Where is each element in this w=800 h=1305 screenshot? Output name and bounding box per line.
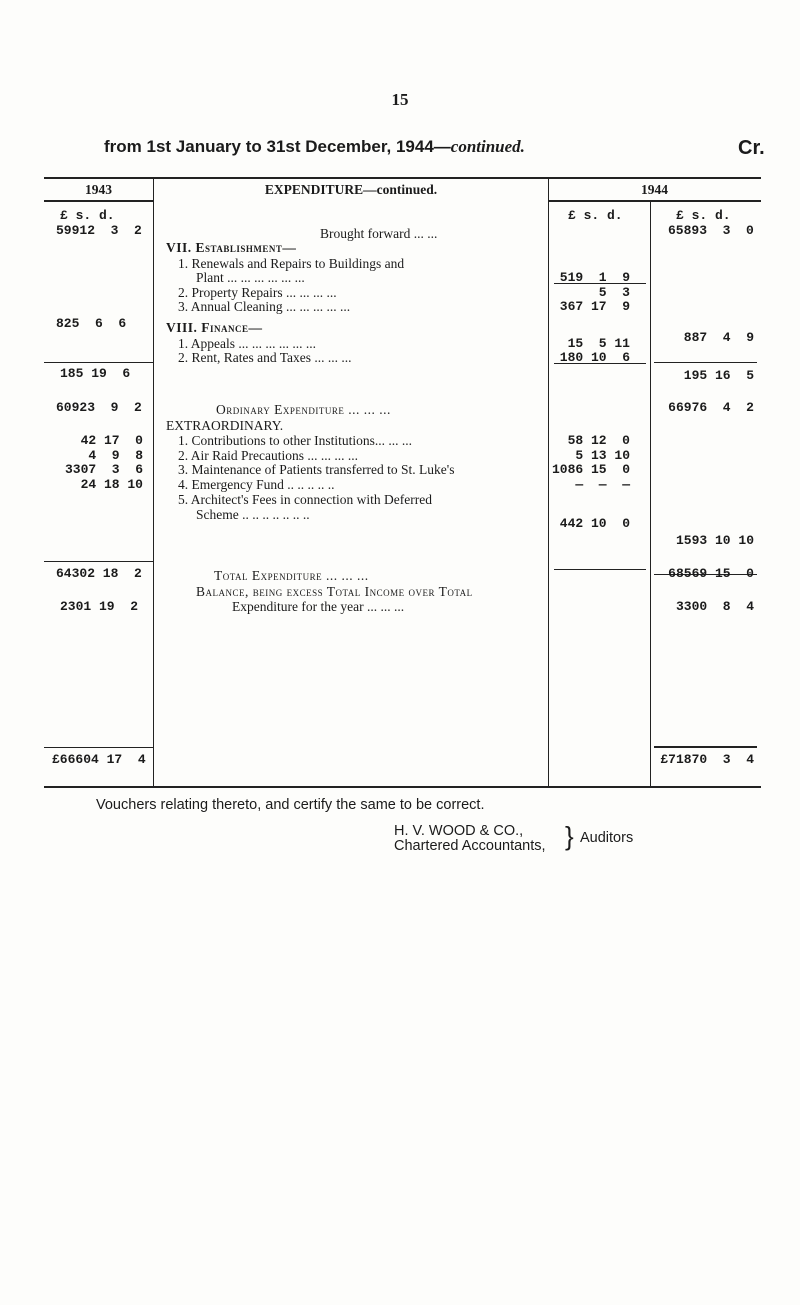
establishment-item-2: 2. Property Repairs ... ... ... ... bbox=[178, 285, 337, 300]
finance-amount-1: 15 5 11 bbox=[567, 336, 630, 351]
auditor-role: Chartered Accountants, bbox=[394, 838, 546, 854]
table-top-rule bbox=[44, 177, 761, 179]
establishment-title: VII. Establishment— bbox=[166, 240, 297, 255]
rule-prev-ordinary-top bbox=[44, 362, 153, 363]
extraordinary-amount-3: 1086 15 0 bbox=[551, 462, 630, 477]
extraordinary-item-2: 2. Air Raid Precautions ... ... ... ... bbox=[178, 448, 358, 463]
table-bottom-rule bbox=[44, 786, 761, 788]
extraordinary-item-4: 4. Emergency Fund .. .. .. .. .. bbox=[178, 477, 335, 492]
prev-brought-forward: 59912 3 2 bbox=[56, 223, 142, 238]
establishment-item-1a: 1. Renewals and Repairs to Buildings and bbox=[178, 256, 405, 271]
label-total-expenditure: Total Expenditure ... ... ... bbox=[214, 568, 369, 583]
rule-prev-grand bbox=[44, 747, 153, 748]
prev-extra-1: 42 17 0 bbox=[80, 433, 143, 448]
rule-prev-ordinary bbox=[44, 561, 153, 562]
extraordinary-amount-1: 58 12 0 bbox=[567, 433, 630, 448]
finance-amount-2: 180 10 6 bbox=[559, 350, 630, 365]
header-bottom-rule-prev bbox=[44, 200, 153, 202]
finance-item-2: 2. Rent, Rates and Taxes ... ... ... bbox=[178, 350, 352, 365]
page-heading bbox=[104, 137, 525, 157]
extraordinary-item-3: 3. Maintenance of Patients transferred to St. Luke's bbox=[178, 462, 455, 477]
extraordinary-amount-5: 442 10 0 bbox=[559, 516, 630, 531]
finance-title: VIII. Finance— bbox=[166, 320, 263, 335]
heading-main: from 1st January to 31st December, 1944 bbox=[104, 137, 434, 156]
extraordinary-amount-4: — — — bbox=[575, 477, 630, 492]
page-number: 15 bbox=[391, 90, 409, 109]
divider-prev bbox=[153, 178, 154, 786]
brace-symbol: } bbox=[565, 821, 574, 851]
extraordinary-item-5a: 5. Architect's Fees in connection with Deferred bbox=[178, 492, 432, 507]
heading-continued: continued. bbox=[450, 137, 525, 156]
extraordinary-item-5b: Scheme .. .. .. .. .. .. .. bbox=[196, 507, 310, 522]
lsd-header-prev: £ s. d. bbox=[60, 208, 115, 223]
header-bottom-rule-curr bbox=[548, 200, 761, 202]
lsd-header-amount: £ s. d. bbox=[568, 208, 623, 223]
establishment-amount-2: 5 3 bbox=[598, 285, 630, 300]
establishment-item-3: 3. Annual Cleaning ... ... ... ... ... bbox=[178, 299, 351, 314]
prev-extra-2: 4 9 8 bbox=[88, 448, 143, 463]
extraordinary-amount-2: 5 13 10 bbox=[575, 448, 630, 463]
prev-grand-total: £66604 17 4 bbox=[52, 752, 146, 767]
lsd-header-total: £ s. d. bbox=[676, 208, 731, 223]
divider-amount bbox=[650, 200, 651, 786]
label-balance-a bbox=[196, 584, 473, 600]
total-brought-forward: 65893 3 0 bbox=[668, 223, 754, 238]
extraordinary-item-1: 1. Contributions to other Institutions... ... ... bbox=[178, 433, 413, 448]
prev-total-expenditure: 64302 18 2 bbox=[56, 566, 142, 581]
total-establishment: 887 4 9 bbox=[683, 330, 754, 345]
prev-extra-3: 3307 3 6 bbox=[64, 462, 143, 477]
total-total-expenditure: 68569 15 0 bbox=[668, 566, 754, 581]
balance-label: Balance, being excess Total Income over Total bbox=[196, 584, 473, 599]
establishment-item-1b: Plant ... ... ... ... ... ... bbox=[196, 270, 305, 285]
auditors-label: Auditors bbox=[580, 830, 634, 846]
establishment-amount-3: 367 17 9 bbox=[559, 299, 630, 314]
label-brought-forward: Brought forward ... ... bbox=[320, 226, 438, 241]
prev-finance: 185 19 6 bbox=[60, 366, 131, 381]
prev-balance: 2301 19 2 bbox=[60, 599, 139, 614]
heading-dash: — bbox=[433, 137, 451, 156]
finance-item-1: 1. Appeals ... ... ... ... ... ... bbox=[178, 336, 316, 351]
rule-amount-extra bbox=[554, 569, 646, 570]
header-year-prev: 1943 bbox=[85, 182, 112, 197]
total-balance: 3300 8 4 bbox=[675, 599, 754, 614]
header-description: EXPENDITURE—continued. bbox=[264, 182, 438, 197]
prev-ordinary: 60923 9 2 bbox=[56, 400, 142, 415]
rule-total-grand bbox=[654, 746, 757, 748]
credit-marker: Cr. bbox=[738, 137, 765, 159]
total-finance: 195 16 5 bbox=[683, 368, 754, 383]
extraordinary-title: EXTRAORDINARY. bbox=[166, 418, 284, 433]
total-ordinary: 66976 4 2 bbox=[668, 400, 754, 415]
establishment-amount-1: 519 1 9 bbox=[559, 270, 630, 285]
total-extraordinary: 1593 10 10 bbox=[675, 533, 754, 548]
vouchers-statement: Vouchers relating thereto, and certify the same to be correct. bbox=[96, 797, 485, 813]
auditor-firm: H. V. WOOD & CO., bbox=[394, 823, 524, 839]
rule-total-ordinary bbox=[654, 362, 757, 363]
prev-establishment: 825 6 6 bbox=[56, 316, 127, 331]
total-grand-total: £71870 3 4 bbox=[660, 752, 754, 767]
header-year-curr: 1944 bbox=[641, 182, 668, 197]
label-balance-b: Expenditure for the year ... ... ... bbox=[232, 599, 405, 614]
label-ordinary: Ordinary Expenditure ... ... ... bbox=[216, 402, 391, 417]
prev-extra-4: 24 18 10 bbox=[80, 477, 143, 492]
